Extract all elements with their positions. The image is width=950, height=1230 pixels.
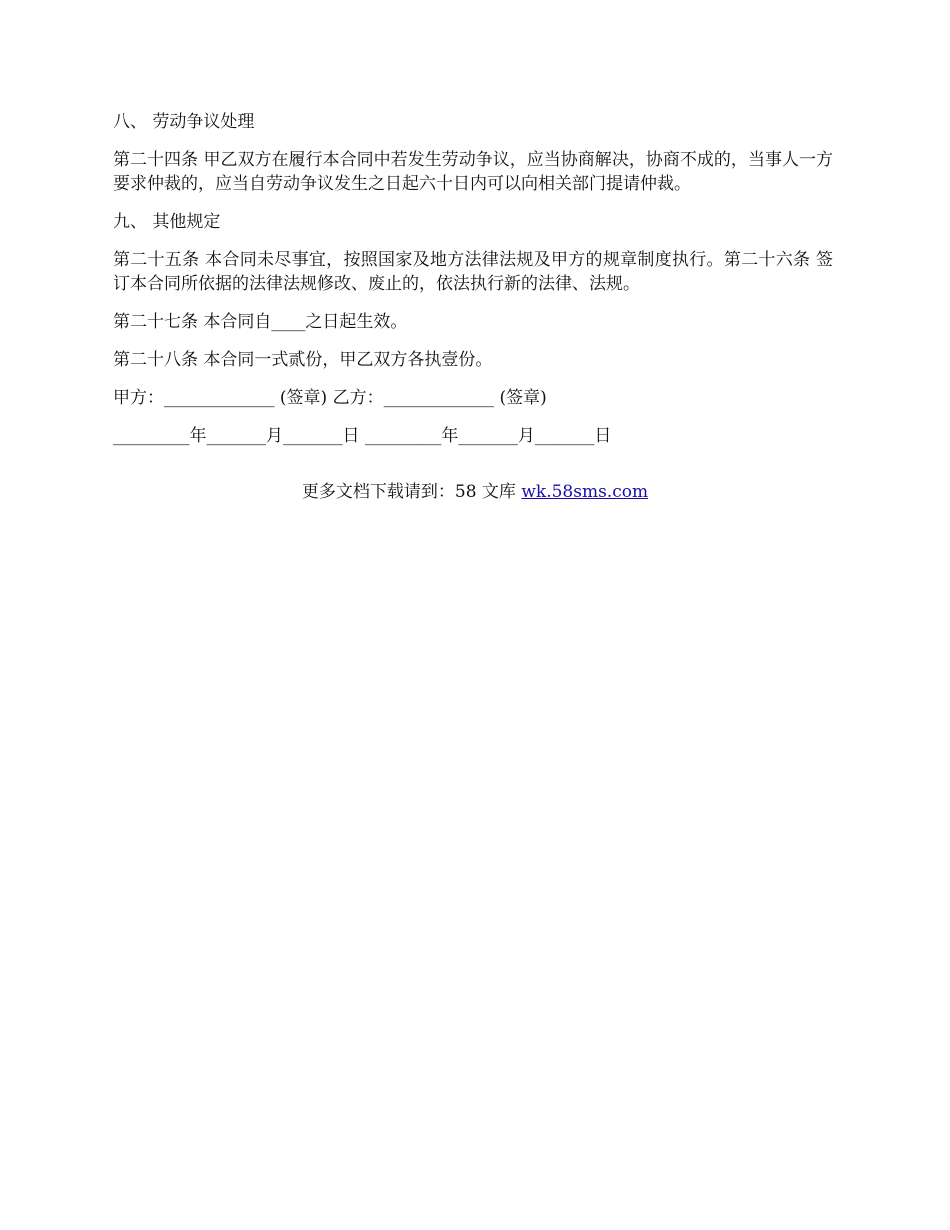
document-body bbox=[113, 110, 833, 462]
download-footer bbox=[0, 480, 950, 504]
signature-line: 甲方：_____________ (签章) 乙方：_____________ (签章) bbox=[113, 388, 547, 408]
article-28: 第二十八条 本合同一式贰份，甲乙双方各执壹份。 bbox=[113, 350, 493, 370]
article-25-26: 第二十五条 本合同未尽事宜，按照国家及地方法律法规及甲方的规章制度执行。第二十六条 签订本合同所依据的法律法规修改、废止的，依法执行新的法律、法规。 bbox=[113, 250, 833, 294]
footer-link[interactable]: wk.58sms.com bbox=[521, 482, 649, 502]
footer-text: 更多文档下载请到：58 文库 bbox=[301, 482, 522, 502]
date-line: _________年_______月_______日 _________年_______月_______日 bbox=[113, 426, 612, 446]
section-9-title: 九、 其他规定 bbox=[113, 212, 221, 232]
section-8-title: 八、 劳动争议处理 bbox=[113, 112, 255, 132]
article-27: 第二十七条 本合同自____之日起生效。 bbox=[113, 312, 408, 332]
article-24: 第二十四条 甲乙双方在履行本合同中若发生劳动争议，应当协商解决，协商不成的，当事人一方要求仲裁的，应当自劳动争议发生之日起六十日内可以向相关部门提请仲裁。 bbox=[113, 150, 833, 194]
